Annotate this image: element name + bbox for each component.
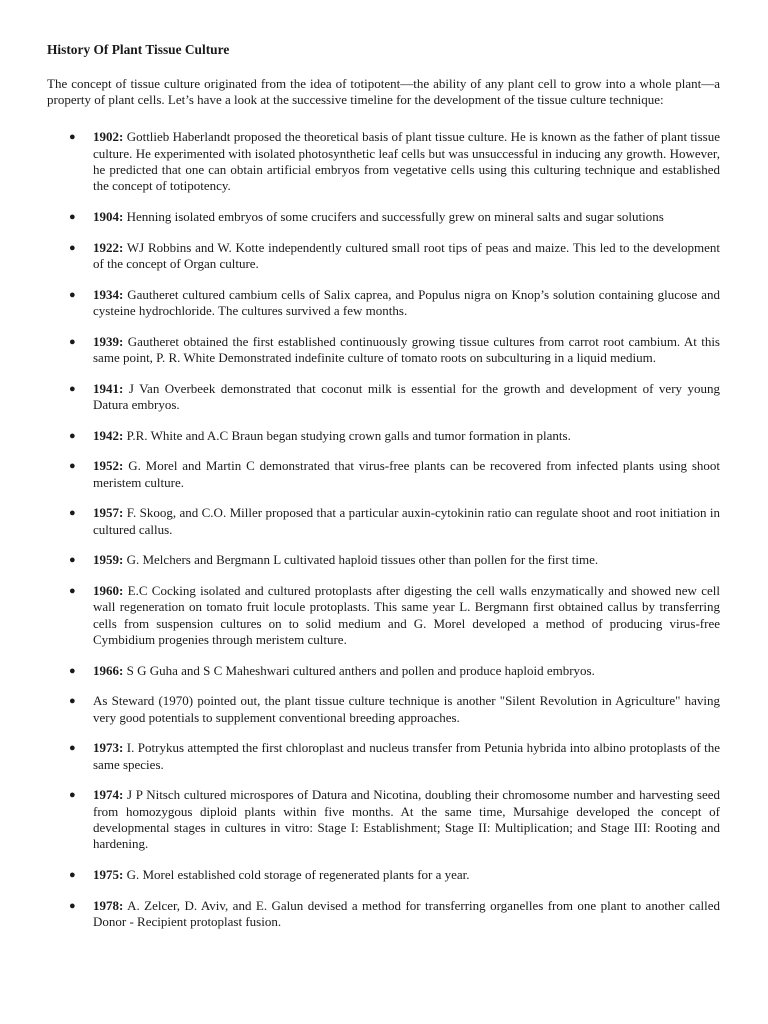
entry-year: 1904: — [93, 208, 124, 224]
timeline-entry — [47, 458, 720, 490]
entry-text: As Steward (1970) pointed out, the plant tissue culture technique is another "Silent Revolution in Agriculture" having very good potentials to supplement conventional breeding approaches. — [93, 693, 720, 725]
entry-text: G. Morel and Martin C demonstrated that virus-free plants can be recovered from infected plants using shoot meristem culture. — [93, 458, 720, 490]
bullet-icon: ● — [69, 789, 76, 802]
entry-year: 1952: — [93, 458, 124, 474]
timeline-entry — [47, 693, 720, 725]
bullet-icon: ● — [69, 585, 76, 598]
document-title: History Of Plant Tissue Culture — [47, 42, 230, 57]
bullet-icon: ● — [69, 382, 76, 395]
timeline-entry — [47, 240, 720, 272]
timeline-entry — [47, 505, 720, 537]
entry-year: 1978: — [93, 897, 124, 913]
timeline-entry — [47, 583, 720, 648]
timeline-entry — [47, 787, 720, 852]
entry-year: 1959: — [93, 552, 124, 568]
bullet-icon: ● — [69, 554, 76, 567]
timeline-entry — [47, 129, 720, 194]
entry-year: 1934: — [93, 286, 124, 302]
bullet-icon: ● — [69, 335, 76, 348]
entry-text: G. Morel established cold storage of regenerated plants for a year. — [126, 866, 470, 882]
entry-text: WJ Robbins and W. Kotte independently cultured small root tips of peas and maize. This led to the development of the concept of Organ culture. — [93, 239, 721, 271]
entry-text: Gottlieb Haberlandt proposed the theoretical basis of plant tissue culture. He is known as the father of plant tissue culture. He experimented with isolated photosynthetic leaf cells but was unsuccessful in inducing any growth. However, he predicted that one can obtain artificial embryos from vegetative cells using this culturing technique and established the concept of totipotency. — [93, 129, 721, 194]
entry-text: E.C Cocking isolated and cultured protoplasts after digesting the cell walls enzymatically and showed new cell wall regeneration on tomato fruit locule protoplasts. This same year L. Bergmann first obtained callus by transferring cells from suspension cultures on to solid medium and G. Morel developed a method of producing virus-free Cymbidium progenies through meristem culture. — [93, 583, 720, 647]
entry-year: 1957: — [93, 505, 124, 521]
bullet-icon: ● — [69, 695, 76, 708]
timeline-entry — [47, 209, 720, 225]
entry-text: Gautheret cultured cambium cells of Salix caprea, and Populus nigra on Knop’s solution containing glucose and cysteine hydrochloride. The cultures survived a few months. — [93, 286, 720, 318]
timeline-entry — [47, 898, 720, 930]
entry-year: 1973: — [93, 740, 124, 756]
bullet-icon: ● — [69, 288, 76, 301]
entry-year: 1974: — [93, 787, 124, 803]
bullet-icon: ● — [69, 210, 76, 223]
entry-text: J P Nitsch cultured microspores of Datura and Nicotina, doubling their chromosome number and harvesting seed from homozygous diploid plants within five months. At the same time, Mursahige developed the concept of developmental stages in cultures in vitro: Stage I: Establishment; Stage II: Multiplication; and Stage III: Rooting and hardening. — [93, 787, 721, 852]
document-page — [47, 42, 720, 945]
bullet-icon: ● — [69, 664, 76, 677]
entry-year: 1902: — [93, 129, 124, 145]
entry-text: P.R. White and A.C Braun began studying crown galls and tumor formation in plants. — [126, 427, 571, 443]
entry-year: 1942: — [93, 427, 124, 443]
intro-paragraph: The concept of tissue culture originated from the idea of totipotent—the ability of any plant cell to grow into a whole plant—a property of plant cells. Let’s have a look at the successive timeline for the development of the tissue culture technique: — [47, 76, 720, 108]
entry-text: S G Guha and S C Maheshwari cultured anthers and pollen and produce haploid embryos. — [126, 662, 595, 678]
entry-text: Henning isolated embryos of some crucifers and successfully grew on mineral salts and sugar solutions — [126, 208, 664, 224]
timeline-entry — [47, 428, 720, 444]
timeline-entry — [47, 287, 720, 319]
timeline-entry — [47, 867, 720, 883]
entry-year: 1922: — [93, 239, 124, 255]
bullet-icon: ● — [69, 241, 76, 254]
entry-text: I. Potrykus attempted the first chloroplast and nucleus transfer from Petunia hybrida into albino protoplasts of the same species. — [93, 740, 720, 772]
bullet-icon: ● — [69, 131, 76, 144]
bullet-icon: ● — [69, 507, 76, 520]
entry-text: J Van Overbeek demonstrated that coconut milk is essential for the growth and development of very young Datura embryos. — [93, 380, 720, 412]
timeline-entry — [47, 552, 720, 568]
bullet-icon: ● — [69, 742, 76, 755]
timeline-entry — [47, 381, 720, 413]
entry-text: G. Melchers and Bergmann L cultivated haploid tissues other than pollen for the first time. — [126, 552, 599, 568]
entry-text: A. Zelcer, D. Aviv, and E. Galun devised a method for transferring organelles from one plant to another called Donor - Recipient protoplast fusion. — [93, 897, 720, 929]
entry-year: 1941: — [93, 380, 124, 396]
entry-year: 1966: — [93, 662, 124, 678]
timeline-entry — [47, 740, 720, 772]
entry-year: 1939: — [93, 333, 124, 349]
bullet-icon: ● — [69, 460, 76, 473]
entry-year: 1975: — [93, 866, 124, 882]
entry-text: F. Skoog, and C.O. Miller proposed that a particular auxin-cytokinin ratio can regulate shoot and root initiation in cultured callus. — [93, 505, 720, 537]
timeline-entry — [47, 334, 720, 366]
bullet-icon: ● — [69, 868, 76, 881]
bullet-icon: ● — [69, 429, 76, 442]
bullet-icon: ● — [69, 899, 76, 912]
entry-year: 1960: — [93, 583, 124, 599]
entry-text: Gautheret obtained the first established continuously growing tissue cultures from carrot root cambium. At this same point, P. R. White Demonstrated indefinite culture of tomato roots on subculturing in a liquid medium. — [93, 333, 720, 365]
timeline-entry — [47, 663, 720, 679]
timeline-list — [47, 129, 720, 930]
